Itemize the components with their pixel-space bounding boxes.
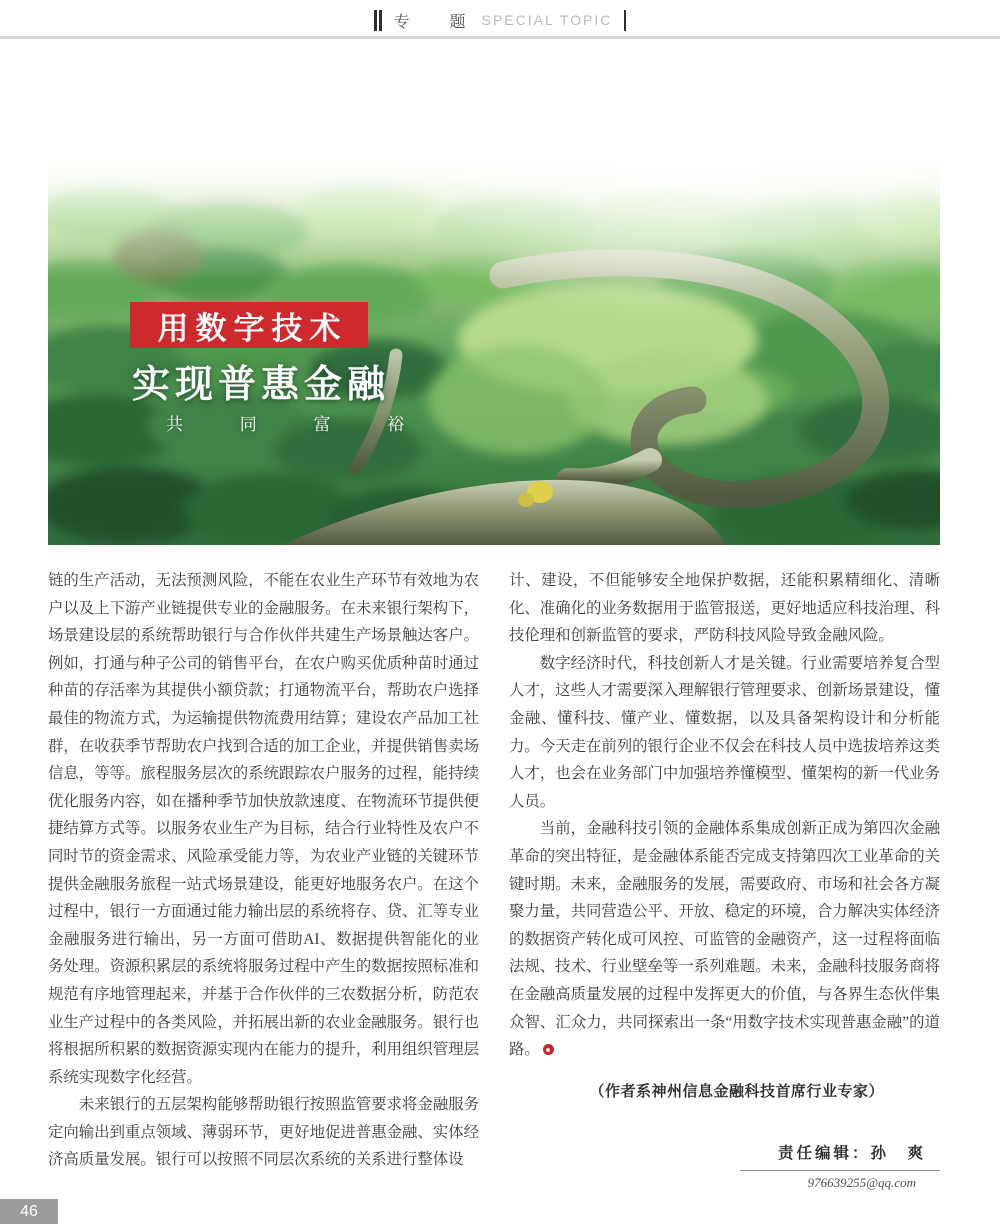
page-header (0, 6, 1000, 34)
section-title-en: SPECIAL TOPIC (481, 12, 613, 28)
header-single-bar-icon (624, 10, 626, 31)
editor-name: 责任编辑：孙 爽 (777, 1144, 926, 1162)
hero-image (48, 160, 940, 545)
hero-subtitle: 共 同 富 裕 (166, 415, 431, 434)
editor-block (509, 1141, 940, 1191)
editor-email: 976639255@qq.com (807, 1174, 916, 1190)
header-divider (0, 36, 1000, 39)
hero-title-line1: 用数字技术 (157, 310, 348, 346)
article-paragraph: 未来银行的五层架构能够帮助银行按照监管要求将金融服务定向输出到重点领域、薄弱环节，更好地促进普惠金融、实体经济高质量发展。银行可以按照不同层次系统的关系进行整体设 (48, 1096, 479, 1169)
article-paragraph: 数字经济时代，科技创新人才是关键。行业需要培养复合型人才，这些人才需要深入理解银行管理要求、创新场景建设，懂金融、懂科技、懂产业、懂数据，以及具备架构设计和分析能力。今天走在前列的银行企业不仅会在科技人员中选拔培养这类人才，也会在业务部门中加强培养懂模型、懂架构的新一代业务人员。 (509, 654, 940, 810)
left-column (48, 567, 479, 1191)
right-column (509, 567, 940, 1191)
hero-title-line2: 实现普惠金融 (132, 364, 391, 406)
hero-title-banner (130, 302, 368, 348)
article-end-icon (543, 1044, 554, 1055)
article-paragraph: 计、建设，不但能够安全地保护数据，还能积累精细化、清晰化、准确化的业务数据用于监管报送，更好地适应科技治理、科技伦理和创新监管的要求，严防科技风险导致金融风险。 (509, 572, 940, 645)
author-note: （作者系神州信息金融科技首席行业专家） (589, 1082, 884, 1100)
section-title-cn: 专 题 (393, 13, 478, 31)
article-paragraph-text: 当前，金融科技引领的金融体系集成创新正成为第四次金融革命的突出特征，是金融体系能否完成支持第四次工业革命的关键时期。未来，金融服务的发展，需要政府、市场和社会各方凝聚力量，共同营造公平、开放、稳定的环境，合力解决实体经济的数据资产转化成可风控、可监管的金融资产，这一过程将面临法规、技术、行业壁垒等一系列难题。未来，金融科技服务商将在金融高质量发展的过程中发挥更大的价值，与各界生态伙伴集众智、汇众力，共同探索出一条“用数字技术实现普惠金融”的道路。 (509, 820, 940, 1059)
article-body (48, 567, 940, 1191)
header-double-bar-icon (374, 10, 382, 31)
article-paragraph (509, 815, 940, 1063)
article-paragraph: 链的生产活动，无法预测风险，不能在农业生产环节有效地为农户以及上下游产业链提供专业的金融服务。在未来银行架构下，场景建设层的系统帮助银行与合作伙伴共建生产场景触达客户。例如，打通与种子公司的销售平台，在农户购买优质种苗时通过种苗的存活率为其提供小额贷款；打通物流平台，帮助农户选择最佳的物流方式，为运输提供物流费用结算；建设农产品加工社群，在收获季节帮助农户找到合适的加工企业，并提供销售卖场信息，等等。旅程服务层次的系统跟踪农户服务的过程，能持续优化服务内容，如在播种季节加快放款速度、在物流环节提供便捷结算方式等。以服务农业生产为目标，结合行业特性及农户不同时节的资金需求、风险承受能力等，为农业产业链的关键环节提供金融服务旅程一站式场景建设，能更好地服务农户。在这个过程中，银行一方面通过能力输出层的系统将存、贷、汇等专业金融服务进行输出，另一方面可借助AI、数据提供智能化的业务处理。资源积累层的系统将服务过程中产生的数据按照标准和规范有序地管理起来，并基于合作伙伴的三农数据分析，防范农业生产过程中的各类风险，并拓展出新的农业金融服务。银行也将根据所积累的数据资源实现内在能力的提升，利用组织管理层系统实现数字化经营。 (48, 572, 479, 1086)
editor-divider (740, 1170, 940, 1171)
page-number: 46 (0, 1199, 58, 1224)
